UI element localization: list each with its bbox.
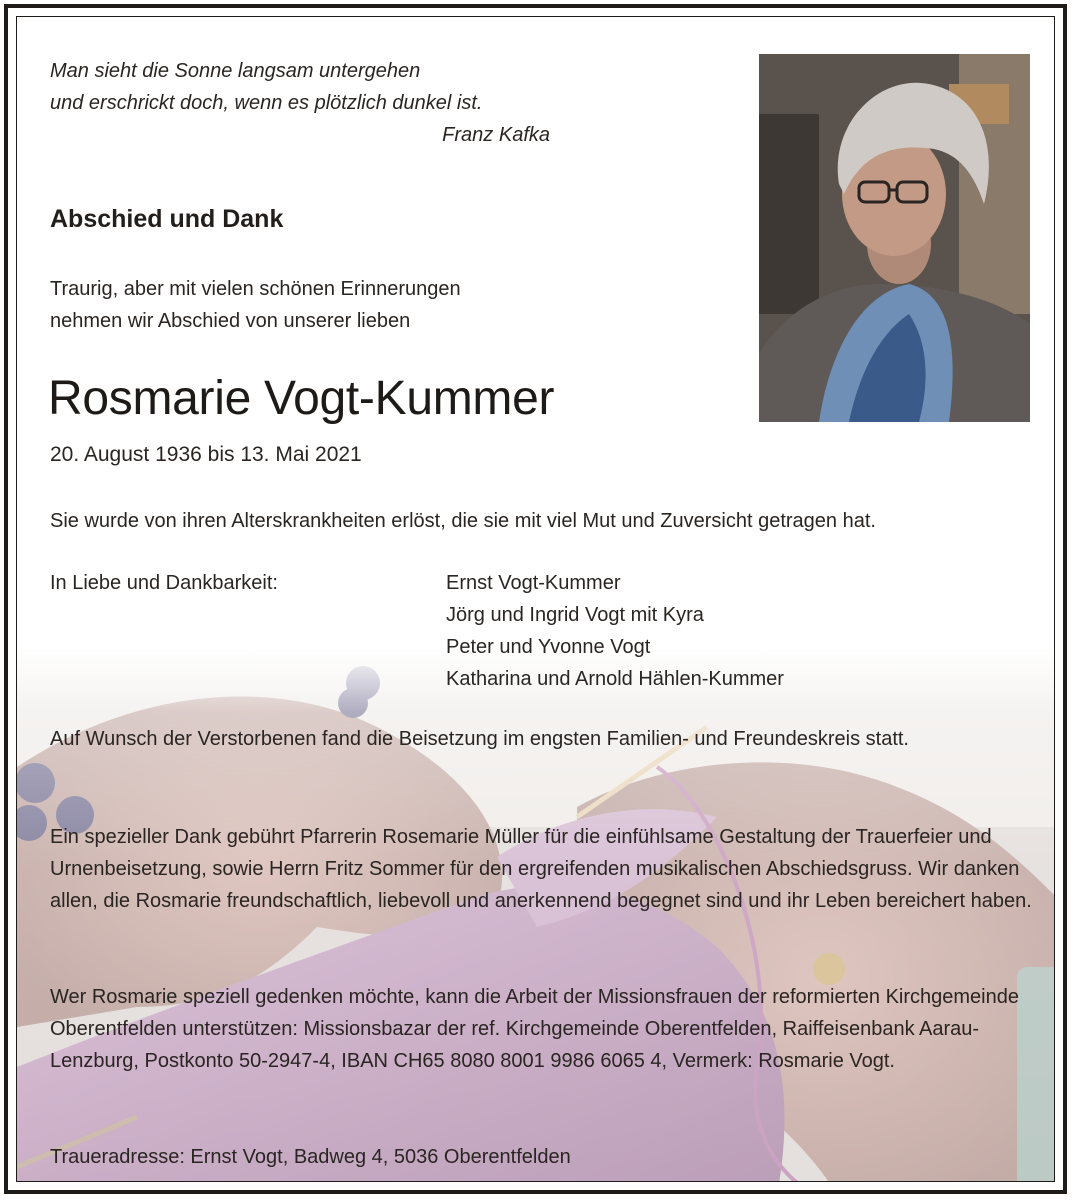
family-list <box>446 567 784 695</box>
burial-text: Auf Wunsch der Verstorbenen fand die Beisetzung im engsten Familien- und Freundeskreis statt. <box>50 728 909 750</box>
thanks-text: Ein spezieller Dank gebührt Pfarrerin Rosemarie Müller für die einfühlsame Gestaltung der Trauerfeier und Urnenbeisetzung, sowie Herrn Fritz Sommer für den ergreifenden musikalischen Abschiedsgruss. Wir danken allen, die Rosmarie freundschaftlich, liebevoll und anerkennend begegnet sind und ihr Leben bereichert haben. <box>50 826 1032 912</box>
family-member: Jörg und Ingrid Vogt mit Kyra <box>446 604 704 626</box>
obituary-content <box>17 17 1054 1181</box>
donation-text: Wer Rosmarie speziell gedenken möchte, kann die Arbeit der Missionsfrauen der reformierten Kirchgemeinde Oberentfelden unterstützen: Missionsbazar der ref. Kirchgemeinde Oberentfelden, Raiffeisenbank Aarau-Lenzburg, Postkonto 50-2947-4, IBAN CH65 8080 8001 9986 6065 4, Vermerk: Rosmarie Vogt. <box>50 986 1019 1072</box>
life-dates: 20. August 1936 bis 13. Mai 2021 <box>50 443 362 466</box>
intro-line-1: Traurig, aber mit vielen schönen Erinnerungen <box>50 278 461 300</box>
address-paragraph <box>50 1141 1040 1173</box>
intro-text <box>50 273 610 337</box>
mourning-address: Traueradresse: Ernst Vogt, Badweg 4, 5036 Oberentfelden <box>50 1146 571 1168</box>
family-label: In Liebe und Dankbarkeit: <box>50 572 278 594</box>
deceased-name: Rosmarie Vogt-Kummer <box>48 372 555 425</box>
family-member: Katharina und Arnold Hählen-Kummer <box>446 668 784 690</box>
portrait-photo <box>759 54 1030 422</box>
relief-paragraph <box>50 505 1040 537</box>
obituary-outer-frame <box>4 4 1067 1194</box>
thanks-paragraph <box>50 821 1040 917</box>
relief-text: Sie wurde von ihren Alterskrankheiten erlöst, die sie mit viel Mut und Zuversicht getragen hat. <box>50 510 876 532</box>
family-member: Peter und Yvonne Vogt <box>446 636 651 658</box>
quote-line-2: und erschrickt doch, wenn es plötzlich dunkel ist. <box>50 92 483 114</box>
family-member: Ernst Vogt-Kummer <box>446 572 621 594</box>
intro-line-2: nehmen wir Abschied von unserer lieben <box>50 310 411 332</box>
heading-abschied-und-dank: Abschied und Dank <box>50 205 284 233</box>
kafka-quote <box>50 55 550 151</box>
burial-paragraph <box>50 723 1040 755</box>
donation-paragraph <box>50 981 1040 1077</box>
obituary-inner-frame <box>16 16 1055 1182</box>
quote-line-1: Man sieht die Sonne langsam untergehen <box>50 60 421 82</box>
quote-author: Franz Kafka <box>442 124 550 146</box>
